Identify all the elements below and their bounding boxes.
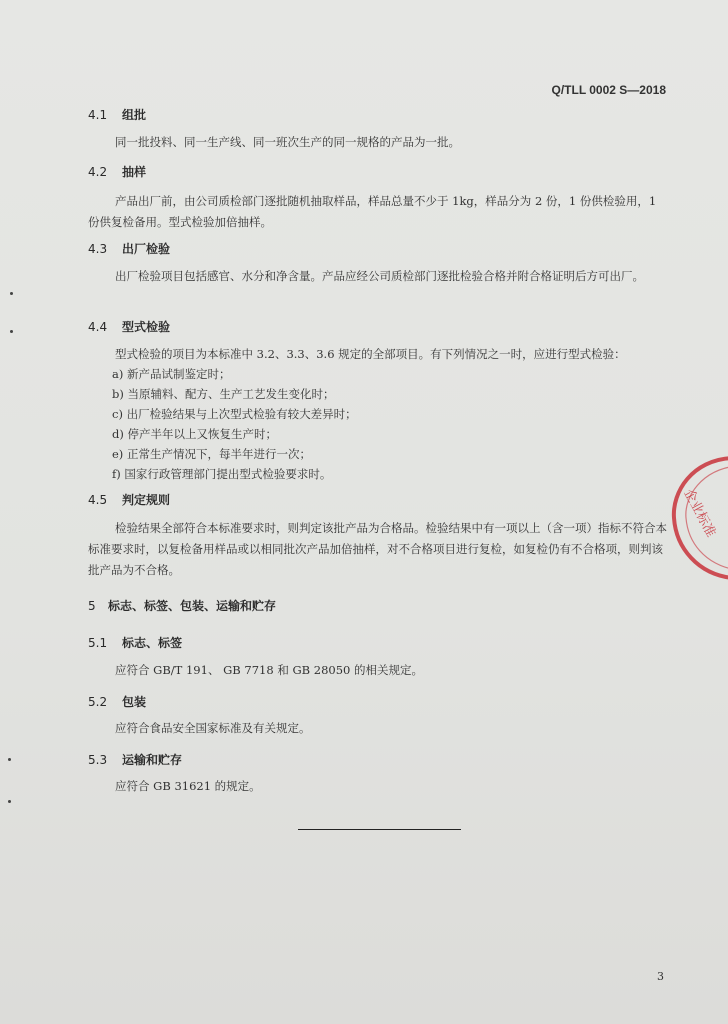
list-item: d) 停产半年以上又恢复生产时；	[112, 427, 278, 441]
section-number: 4.3	[88, 242, 108, 256]
section-4-3-body: 出厂检验项目包括感官、水分和净含量。产品应经公司质检部门逐批检验合格并附合格证明后方可出厂。	[115, 269, 644, 283]
list-item: c) 出厂检验结果与上次型式检验有较大差异时；	[112, 407, 357, 421]
section-4-5-body: 检验结果全部符合本标准要求时，则判定该批产品为合格品。检验结果中有一项以上（含一项）指标不符合本标准要求时，以复检备用样品或以相同批次产品加倍抽样，对不合格项目进行复检，如复检仍有不合格项，则判该批产品为不合格。	[88, 521, 667, 577]
section-number: 5.2	[88, 695, 108, 709]
section-5-heading	[88, 597, 276, 614]
section-5-2-body: 应符合食品安全国家标准及有关规定。	[115, 721, 311, 735]
seal-text: 企业标准	[680, 486, 719, 540]
section-4-1-body: 同一批投料、同一生产线、同一班次生产的同一规格的产品为一批。	[115, 135, 460, 149]
list-item: f) 国家行政管理部门提出型式检验要求时。	[112, 467, 332, 481]
section-number: 5	[88, 599, 96, 613]
standard-code: Q/TLL 0002 S—2018	[551, 83, 666, 97]
section-5-2-heading	[88, 693, 146, 710]
section-title: 组批	[122, 108, 147, 122]
scan-speck	[8, 758, 11, 761]
section-4-1-heading	[88, 106, 146, 123]
company-seal	[662, 452, 728, 582]
section-title: 判定规则	[122, 493, 171, 507]
page-number: 3	[657, 970, 664, 983]
list-item: b) 当原辅料、配方、生产工艺发生变化时；	[112, 387, 335, 401]
section-4-4-heading	[88, 318, 170, 335]
section-number: 5.1	[88, 636, 108, 650]
section-number: 4.5	[88, 493, 108, 507]
section-4-2-heading	[88, 163, 146, 180]
section-5-1-heading	[88, 634, 182, 651]
section-4-2-body: 产品出厂前，由公司质检部门逐批随机抽取样品，样品总量不少于 1kg，样品分为 2 份，1 份供检验用，1 份供复检备用。型式检验加倍抽样。	[88, 194, 657, 229]
section-title: 包装	[122, 695, 147, 709]
section-title: 型式检验	[122, 320, 171, 334]
scan-speck	[10, 330, 13, 333]
scan-speck	[10, 292, 13, 295]
section-4-4-body: 型式检验的项目为本标准中 3.2、3.3、3.6 规定的全部项目。有下列情况之一时，应进行型式检验：	[115, 347, 626, 361]
section-title: 标志、标签	[122, 636, 183, 650]
section-4-3-heading	[88, 240, 170, 257]
section-title: 抽样	[122, 165, 147, 179]
section-5-1-body: 应符合 GB/T 191、 GB 7718 和 GB 28050 的相关规定。	[115, 663, 423, 677]
end-divider	[298, 829, 461, 830]
section-title: 运输和贮存	[122, 753, 183, 767]
section-title: 标志、标签、包装、运输和贮存	[108, 599, 277, 613]
list-item: e) 正常生产情况下，每半年进行一次；	[112, 447, 311, 461]
section-number: 4.4	[88, 320, 108, 334]
section-5-3-body: 应符合 GB 31621 的规定。	[115, 779, 261, 793]
list-item: a) 新产品试制鉴定时；	[112, 367, 231, 381]
section-number: 4.2	[88, 165, 108, 179]
section-number: 4.1	[88, 108, 108, 122]
section-number: 5.3	[88, 753, 108, 767]
section-5-3-heading	[88, 751, 182, 768]
section-title: 出厂检验	[122, 242, 171, 256]
scan-speck	[8, 800, 11, 803]
section-4-5-heading	[88, 491, 170, 508]
